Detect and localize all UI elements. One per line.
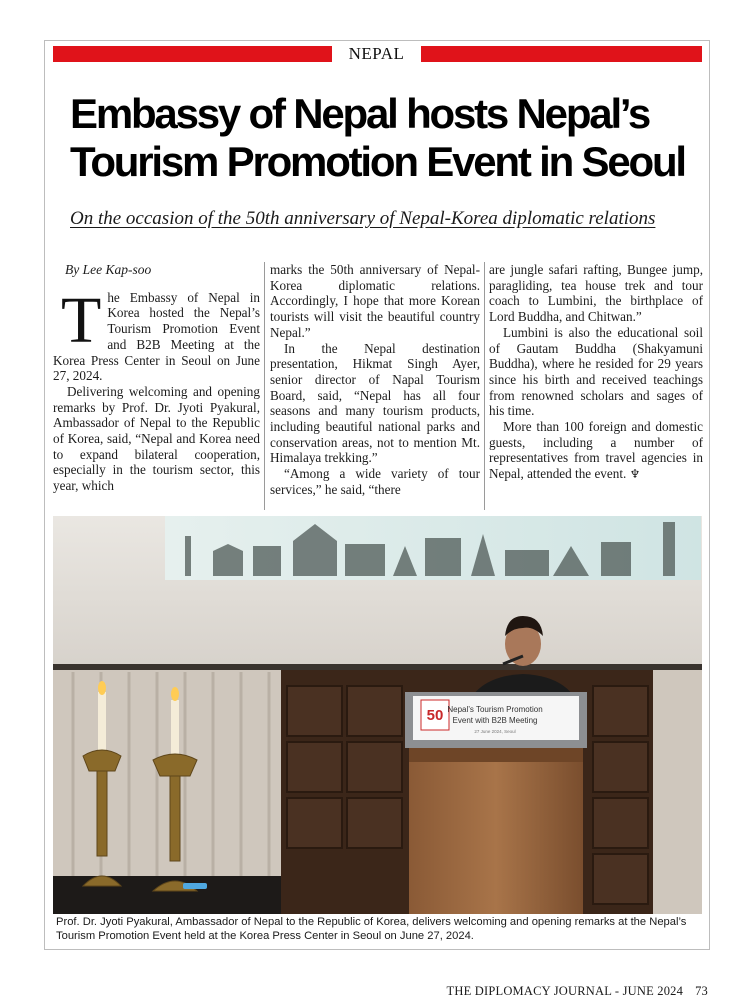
paragraph: More than 100 foreign and domestic guests, including a number of representatives from travel agencies in Nepal, attended the event. ♆ xyxy=(489,419,703,482)
publication-name: THE DIPLOMACY JOURNAL - JUNE 2024 xyxy=(446,984,684,998)
column-divider xyxy=(484,262,485,510)
section-label: NEPAL xyxy=(348,44,405,63)
podium-sign-line-3: 27 June 2024, Seoul xyxy=(474,729,516,734)
article-column-3 xyxy=(489,262,703,483)
podium-logo: 50 xyxy=(426,707,444,724)
event-photo xyxy=(53,516,702,914)
podium xyxy=(405,692,587,914)
section-header xyxy=(53,46,702,62)
page-number: 73 xyxy=(695,984,708,998)
page-footer xyxy=(447,984,708,999)
column-divider xyxy=(264,262,265,510)
paragraph: Delivering welcoming and opening remarks by Prof. Dr. Jyoti Pyakural, Ambassador of Nepal to the Republic of Korea, said, “Nepal and Korea need to expand bilateral cooperation, especially in the tourism sector, this year, which xyxy=(53,383,260,494)
paragraph: The Embassy of Nepal in Korea hosted the Nepal’s Tourism Promotion Event and B2B Meeting at the Korea Press Center in Seoul on June 27, 2024. xyxy=(53,283,260,384)
headline-line-2: Tourism Promotion Event in Seoul xyxy=(70,138,685,185)
podium-sign-line-2: Event with B2B Meeting xyxy=(452,716,538,725)
paragraph: “Among a wide variety of tour services,” he said, “there xyxy=(270,466,480,497)
headline-line-1: Embassy of Nepal hosts Nepal’s xyxy=(70,90,649,137)
photo-caption: Prof. Dr. Jyoti Pyakural, Ambassador of Nepal to the Republic of Korea, delivers welcoming and opening remarks at the Nepal’s Tourism Promotion Event held at the Korea Press Center in Seoul on June 27, 2024. xyxy=(56,916,687,942)
end-mark-icon: ♆ xyxy=(629,467,641,482)
drop-cap: T xyxy=(61,283,102,357)
article-column-2 xyxy=(270,262,480,498)
section-bar-left xyxy=(53,46,332,62)
paragraph: marks the 50th anniversary of Nepal-Korea diplomatic relations. Accordingly, I hope that more Korean tourists will visit the beautiful country Nepal.” xyxy=(270,262,480,340)
headline xyxy=(70,90,710,186)
section-bar-right xyxy=(421,46,702,62)
projection-screen xyxy=(165,516,701,580)
article-column-1 xyxy=(53,262,260,494)
subheadline: On the occasion of the 50th anniversary of Nepal-Korea diplomatic relations xyxy=(70,208,656,229)
byline: By Lee Kap-soo xyxy=(65,262,152,277)
paragraph: are jungle safari rafting, Bungee jump, paragliding, tea house trek and tour coach to Lumbini, the birthplace of Lord Buddha, and Chitwan.” xyxy=(489,262,703,325)
paragraph: Lumbini is also the educational soil of Gautam Buddha (Shakyamuni Buddha), where he resided for 29 years since his birth and received teachings from renowned scholars and sages of his time. xyxy=(489,324,703,419)
podium-sign-line-1: Nepal’s Tourism Promotion xyxy=(447,705,543,714)
paragraph: In the Nepal destination presentation, Hikmat Singh Ayer, senior director of Napal Tourism Board, said, “Nepal has all four seasons and many tourism products, including beautiful national parks and conservation areas, not to mention Mt. Himalaya trekking.” xyxy=(270,340,480,466)
